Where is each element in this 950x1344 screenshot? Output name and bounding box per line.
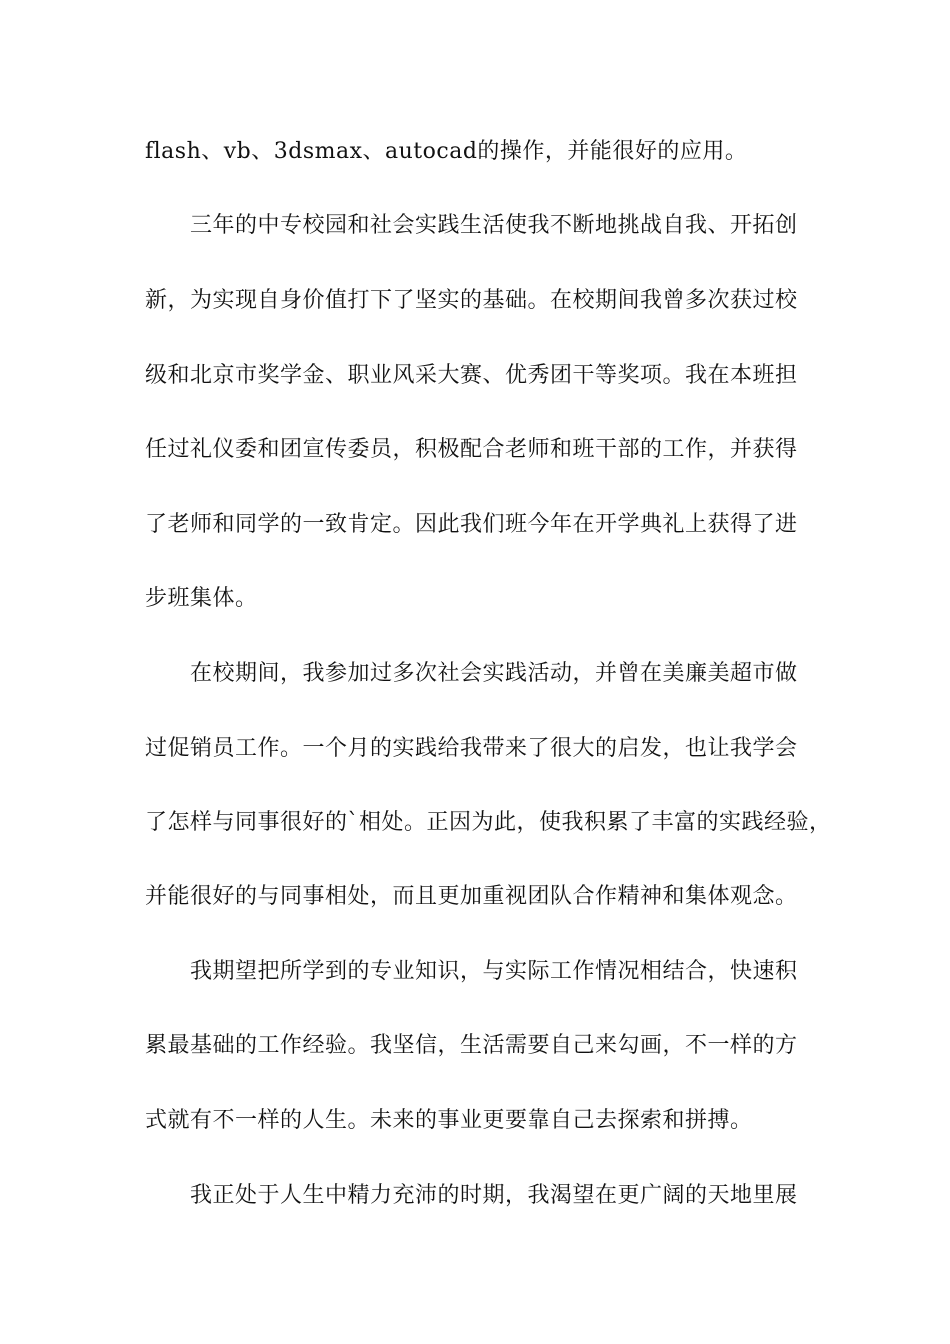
text-line: 三年的中专校园和社会实践生活使我不断地挑战自我、开拓创 [190,213,798,238]
text-line: 我期望把所学到的专业知识，与实际工作情况相结合，快速积 [190,959,798,984]
text-line: 累最基础的工作经验。我坚信，生活需要自己来勾画，不一样的方 [145,1033,798,1058]
text-line: flash、vb、3dsmax、autocad的操作，并能很好的应用。 [145,139,748,164]
text-line: 并能很好的与同事相处，而且更加重视团队合作精神和集体观念。 [145,884,798,909]
text-line: 步班集体。 [145,586,258,611]
text-line: 在校期间，我参加过多次社会实践活动，并曾在美廉美超市做 [190,661,798,686]
text-line: 过促销员工作。一个月的实践给我带来了很大的启发，也让我学会 [145,736,798,761]
text-line: 任过礼仪委和团宣传委员，积极配合老师和班干部的工作，并获得 [145,437,798,462]
text-line: 级和北京市奖学金、职业风采大赛、优秀团干等奖项。我在本班担 [145,363,798,388]
text-line: 我正处于人生中精力充沛的时期，我渴望在更广阔的天地里展 [190,1183,798,1208]
text-line: 了怎样与同事很好的`相处。正因为此，使我积累了丰富的实践经验， [145,810,832,835]
text-line: 式就有不一样的人生。未来的事业更要靠自己去探索和拼搏。 [145,1108,753,1133]
text-line: 了老师和同学的一致肯定。因此我们班今年在开学典礼上获得了进 [145,512,798,537]
text-line: 新，为实现自身价值打下了坚实的基础。在校期间我曾多次获过校 [145,288,798,313]
